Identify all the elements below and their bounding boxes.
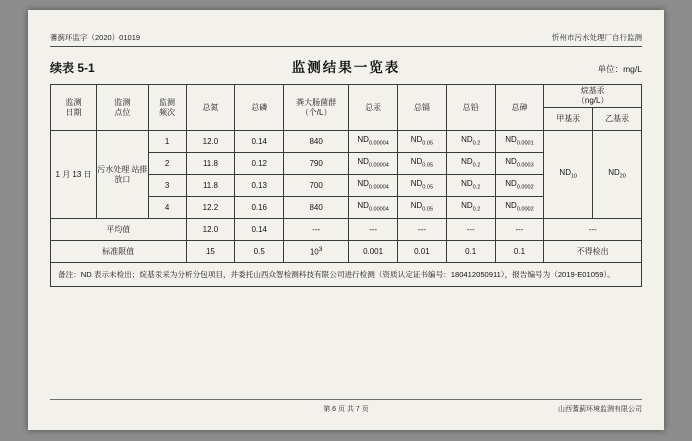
col-total-cadmium: 总镉 xyxy=(397,85,446,131)
page-number: 第 6 页 共 7 页 xyxy=(323,406,369,413)
cell-pb: $ND_{0.2}$ xyxy=(446,131,495,153)
cell-coliform: 840 xyxy=(284,131,349,153)
cell-tn: 11.8 xyxy=(186,175,235,197)
col-point: 监测 点位 xyxy=(97,85,149,131)
cell-tp: 0.14 xyxy=(235,131,284,153)
page-content xyxy=(50,32,642,416)
col-frequency: 监测 频次 xyxy=(148,85,186,131)
table-header-row xyxy=(51,85,642,108)
cell-tp: 0.16 xyxy=(235,197,284,219)
title-row xyxy=(50,56,642,76)
cell-hg: $ND_{0.00004}$ xyxy=(349,131,398,153)
header-org: 忻州市污水处理厂自行监测 xyxy=(552,33,642,42)
cell-hg: $ND_{0.00004}$ xyxy=(349,197,398,219)
cell-frequency: 3 xyxy=(148,175,186,197)
cell-ethyl-mercury: $ND_{20}$ xyxy=(593,131,642,219)
cell-tn: 12.0 xyxy=(186,131,235,153)
limit-pb: 0.1 xyxy=(446,241,495,263)
page-title: 监测结果一览表 xyxy=(291,60,401,75)
limit-hg: 0.001 xyxy=(349,241,398,263)
limit-tn: 15 xyxy=(186,241,235,263)
cell-coliform: 840 xyxy=(284,197,349,219)
average-hg: --- xyxy=(349,219,398,241)
cell-date: 1 月 13 日 xyxy=(51,131,97,219)
cell-tp: 0.13 xyxy=(235,175,284,197)
monitoring-results-table xyxy=(50,84,642,263)
cell-frequency: 2 xyxy=(148,153,186,175)
page-footer xyxy=(50,399,642,414)
average-as: --- xyxy=(495,219,544,241)
unit-label: 单位：mg/L xyxy=(597,64,642,74)
col-date: 监测 日期 xyxy=(51,85,97,131)
cell-as: $ND_{0.0002}$ xyxy=(495,197,544,219)
col-total-lead: 总铅 xyxy=(446,85,495,131)
cell-hg: $ND_{0.00004}$ xyxy=(349,175,398,197)
cell-frequency: 1 xyxy=(148,131,186,153)
limit-cd: 0.01 xyxy=(397,241,446,263)
cell-cd: $ND_{0.05}$ xyxy=(397,153,446,175)
col-fecal-coliform: 粪大肠菌群 （个/L） xyxy=(284,85,349,131)
cell-pb: $ND_{0.2}$ xyxy=(446,175,495,197)
cell-as: $ND_{0.0001}$ xyxy=(495,131,544,153)
col-total-arsenic: 总砷 xyxy=(495,85,544,131)
col-methyl-mercury: 甲基汞 xyxy=(544,108,593,131)
col-total-nitrogen: 总氮 xyxy=(186,85,235,131)
document-page xyxy=(28,10,664,430)
limit-tp: 0.5 xyxy=(235,241,284,263)
table-row-limit xyxy=(51,241,642,263)
footer-company: 山西蓍蓟环境监测有限公司 xyxy=(558,406,642,413)
cell-cd: $ND_{0.05}$ xyxy=(397,197,446,219)
document-header xyxy=(50,32,642,46)
cell-methyl-mercury: $ND_{10}$ xyxy=(544,131,593,219)
cell-tn: 12.2 xyxy=(186,197,235,219)
cell-hg: $ND_{0.00004}$ xyxy=(349,153,398,175)
cell-as: $ND_{0.0003}$ xyxy=(495,153,544,175)
table-note: 备注：ND 表示未检出；烷基汞采为分析分包项目，并委托山西众智检测科技有限公司进行检测（资质认定证书编号：180412050911），报告编号为（2019-E01059）。 xyxy=(50,263,642,287)
continued-table-label: 续表 5-1 xyxy=(50,61,95,75)
limit-label: 标准限值 xyxy=(51,241,187,263)
table-row xyxy=(51,131,642,153)
table-row-average xyxy=(51,219,642,241)
average-coliform: --- xyxy=(284,219,349,241)
cell-cd: $ND_{0.05}$ xyxy=(397,131,446,153)
header-doc-code: 蓍蓟环监字（2020）01019 xyxy=(50,33,141,42)
cell-tn: 11.8 xyxy=(186,153,235,175)
cell-frequency: 4 xyxy=(148,197,186,219)
average-tn: 12.0 xyxy=(186,219,235,241)
cell-cd: $ND_{0.05}$ xyxy=(397,175,446,197)
col-ethyl-mercury: 乙基汞 xyxy=(593,108,642,131)
average-tp: 0.14 xyxy=(235,219,284,241)
cell-pb: $ND_{0.2}$ xyxy=(446,197,495,219)
limit-coliform: $10^3$ xyxy=(284,241,349,263)
cell-pb: $ND_{0.2}$ xyxy=(446,153,495,175)
header-divider xyxy=(50,46,642,47)
limit-alkyl: 不得检出 xyxy=(544,241,642,263)
average-label: 平均值 xyxy=(51,219,187,241)
cell-point: 污水处理 站排放口 xyxy=(97,131,149,219)
col-alkyl-mercury: 烷基汞 （ng/L） xyxy=(544,85,642,108)
average-pb: --- xyxy=(446,219,495,241)
cell-coliform: 700 xyxy=(284,175,349,197)
col-total-phosphorus: 总磷 xyxy=(235,85,284,131)
average-alkyl: --- xyxy=(544,219,642,241)
cell-coliform: 790 xyxy=(284,153,349,175)
limit-as: 0.1 xyxy=(495,241,544,263)
cell-tp: 0.12 xyxy=(235,153,284,175)
average-cd: --- xyxy=(397,219,446,241)
col-total-mercury: 总汞 xyxy=(349,85,398,131)
cell-as: $ND_{0.0002}$ xyxy=(495,175,544,197)
